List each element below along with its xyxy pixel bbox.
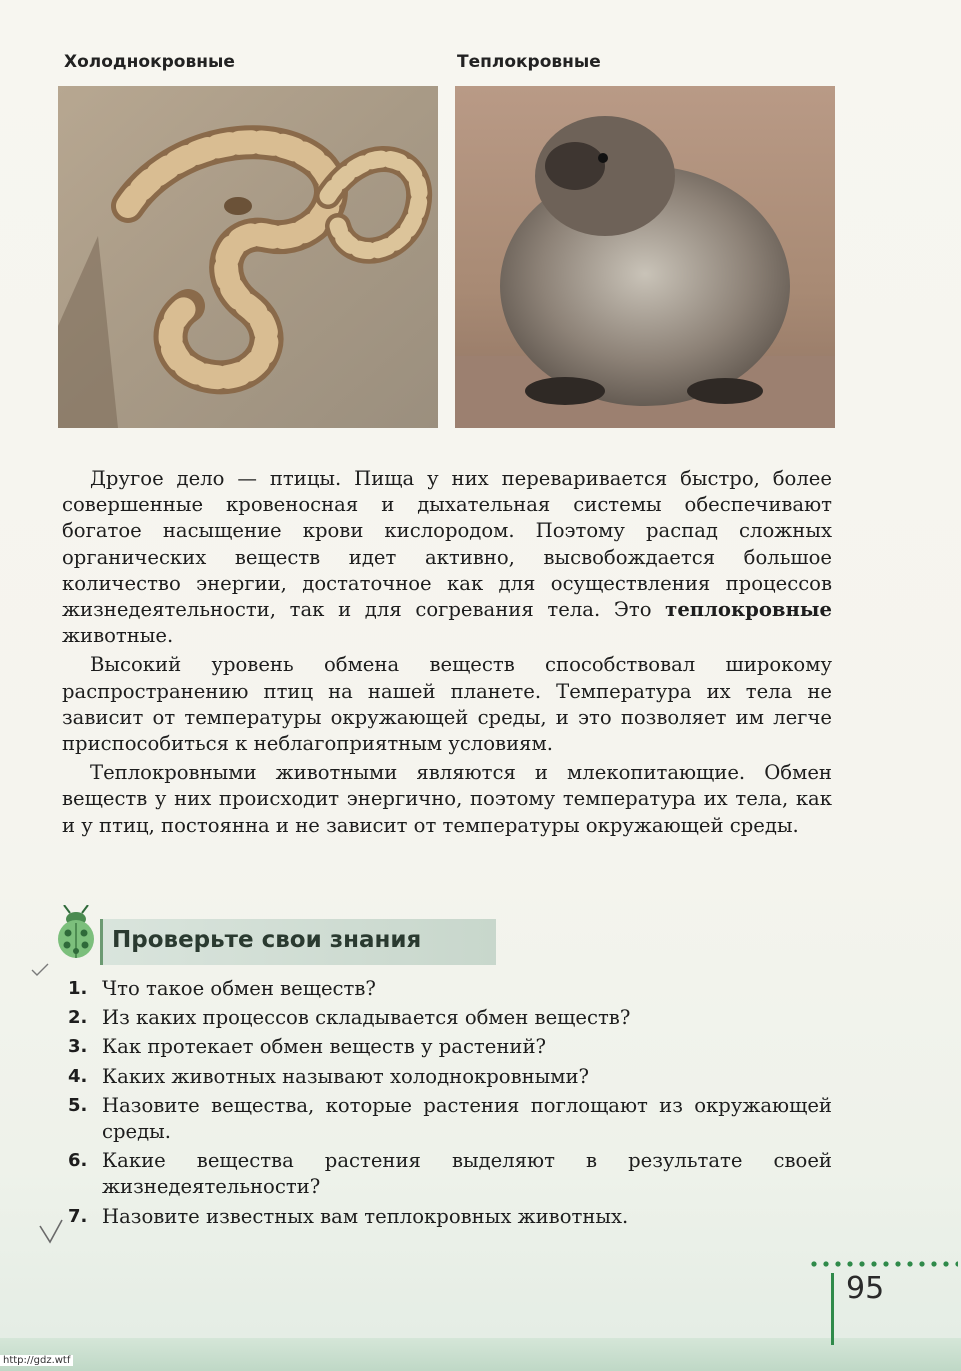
ladybug-icon	[52, 905, 100, 965]
question-item: 6. Какие вещества растения выделяют в результате своей жизнедеятельности?	[68, 1149, 832, 1199]
term-warm-blooded: теплокровные	[665, 598, 832, 622]
page-number: 95	[846, 1271, 885, 1306]
question-item: 1. Что такое обмен веществ?	[68, 977, 376, 1000]
footer-band	[0, 1338, 961, 1371]
question-item: 7. Назовите известных вам теплокровных животных.	[68, 1204, 629, 1228]
question-item: 5. Назовите вещества, которые растения поглощают из окружающей среды.	[68, 1093, 832, 1144]
question-list	[62, 976, 832, 1233]
marmot-photo	[455, 86, 835, 428]
tick-mark-icon	[30, 962, 50, 978]
page-number-rule	[831, 1273, 834, 1345]
question-item: 2. Из каких процессов складывается обмен веществ?	[68, 1006, 631, 1030]
caption-cold-blooded: Холоднокровные	[64, 52, 235, 72]
decorative-dots	[808, 1259, 958, 1269]
question-item: 4. Каких животных называют холоднокровными?	[68, 1064, 590, 1088]
caption-warm-blooded: Теплокровные	[457, 52, 601, 72]
snake-photo	[58, 86, 438, 428]
tick-mark-icon	[38, 1218, 64, 1246]
question-item: 3. Как протекает обмен веществ у растений?	[68, 1035, 547, 1059]
paragraph-2: Высокий уровень обмена веществ способствовал широкому распространению птиц на нашей планете. Температура их тела не зависит от температуры окружающей среды, и это позволяет им легче приспособиться к неблагоприятным условиям.	[62, 653, 832, 756]
watermark-url[interactable]: http://gdz.wtf	[0, 1355, 73, 1366]
paragraph-3: Теплокровными животными являются и млекопитающие. Обмен веществ у них происходит энергично, поэтому температура их тела, как и у птиц, постоянна и не зависит от температуры окружающей среды.	[62, 761, 832, 837]
body-text	[62, 466, 832, 839]
section-title: Проверьте свои знания	[112, 927, 422, 953]
paragraph-1: Другое дело — птицы. Пища у них переваривается быстро, более совершенные кровеносная и дыхательная системы обеспечивают богатое насыщение крови кислородом. Поэтому распад сложных органических веществ идет активно, высвобождается большое количество энергии, достаточное как для осуществления процессов жизнедеятельности, так и для согревания тела. Это теплокровные животные.	[62, 467, 832, 648]
